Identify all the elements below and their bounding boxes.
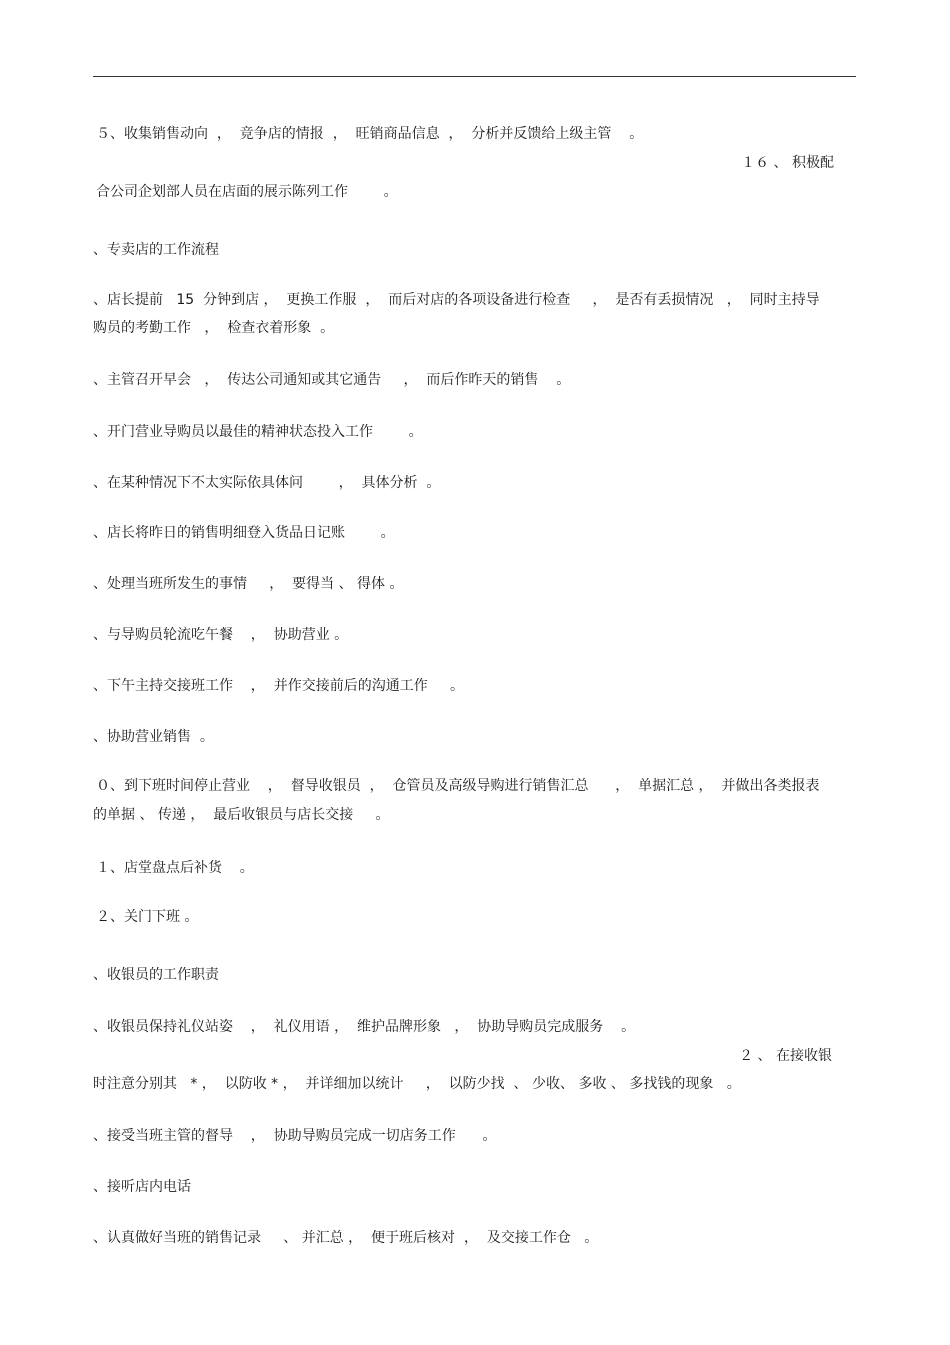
text-line-phone: 、接听店内电话	[93, 1179, 191, 1195]
text-line-supervision: 、接受当班主管的督导 ， 协助导购员完成一切店务工作 。	[93, 1128, 497, 1144]
section-heading-store-workflow: 、专卖店的工作流程	[93, 242, 219, 258]
text-line-ledger: 、店长将昨日的销售明细登入货品日记账 。	[93, 525, 395, 541]
text-line-collect-sales-info: ５、收集销售动向 ， 竞争店的情报 ， 旺销商品信息 ， 分析并反馈给上级主管 。	[96, 126, 644, 142]
text-line-assist-sales: 、协助营业销售 。	[93, 729, 214, 745]
text-line-close-store: ２、关门下班 。	[96, 909, 199, 925]
text-line-lunch: 、与导购员轮流吃午餐 ， 协助营业 。	[93, 627, 349, 643]
text-line-manager-arrival-cont: 购员的考勤工作 ， 检查衣着形象 。	[93, 320, 335, 336]
text-line-inventory: １、店堂盘点后补货 。	[96, 860, 254, 876]
text-line-closing-summary-cont: 的单据 、 传递 ， 最后收银员与店长交接 。	[93, 807, 390, 823]
text-line-sales-record: 、认真做好当班的销售记录 、 并汇总 ， 便于班后核对 ， 及交接工作仓 。	[93, 1230, 599, 1246]
text-line-cashier-item-2-cont: 时注意分别其 * ， 以防收 * ， 并详细加以统计 ， 以防少找 、 少收、 多收 、 多找钱的现象 。	[93, 1076, 741, 1092]
text-line-cashier-item-2-start: ２ 、 在接收银	[739, 1048, 832, 1064]
text-line-cashier-etiquette: 、收银员保持礼仪站姿 ， 礼仪用语 ， 维护品牌形象 ， 协助导购员完成服务 。	[93, 1019, 636, 1035]
text-line-shift-handover: 、下午主持交接班工作 ， 并作交接前后的沟通工作 。	[93, 678, 464, 694]
text-line-handle-matters: 、处理当班所发生的事情 ， 要得当 、 得体 。	[93, 576, 404, 592]
section-heading-cashier-duties: 、收银员的工作职责	[93, 967, 219, 983]
header-rule	[93, 76, 856, 77]
text-line-morning-meeting: 、主管召开早会 ， 传达公司通知或其它通告 ， 而后作昨天的销售 。	[93, 372, 571, 388]
text-line-item-16-cont: 合公司企划部人员在店面的展示陈列工作 。	[96, 184, 398, 200]
text-line-open-business: 、开门营业导购员以最佳的精神状态投入工作 。	[93, 424, 423, 440]
text-line-manager-arrival: 、店长提前 15 分钟到店 ， 更换工作服 ， 而后对店的各项设备进行检查 ， 是否有丢损情况 ， 同时主持导	[93, 292, 820, 308]
text-line-case-analysis: 、在某种情况下不太实际依具体问 ， 具体分析 。	[93, 475, 441, 491]
text-line-closing-summary: ０、到下班时间停止营业 ， 督导收银员 ， 仓管员及高级导购进行销售汇总 ， 单据汇总 ， 并做出各类报表	[96, 778, 820, 794]
text-line-item-16-start: １６ 、 积极配	[741, 155, 834, 171]
